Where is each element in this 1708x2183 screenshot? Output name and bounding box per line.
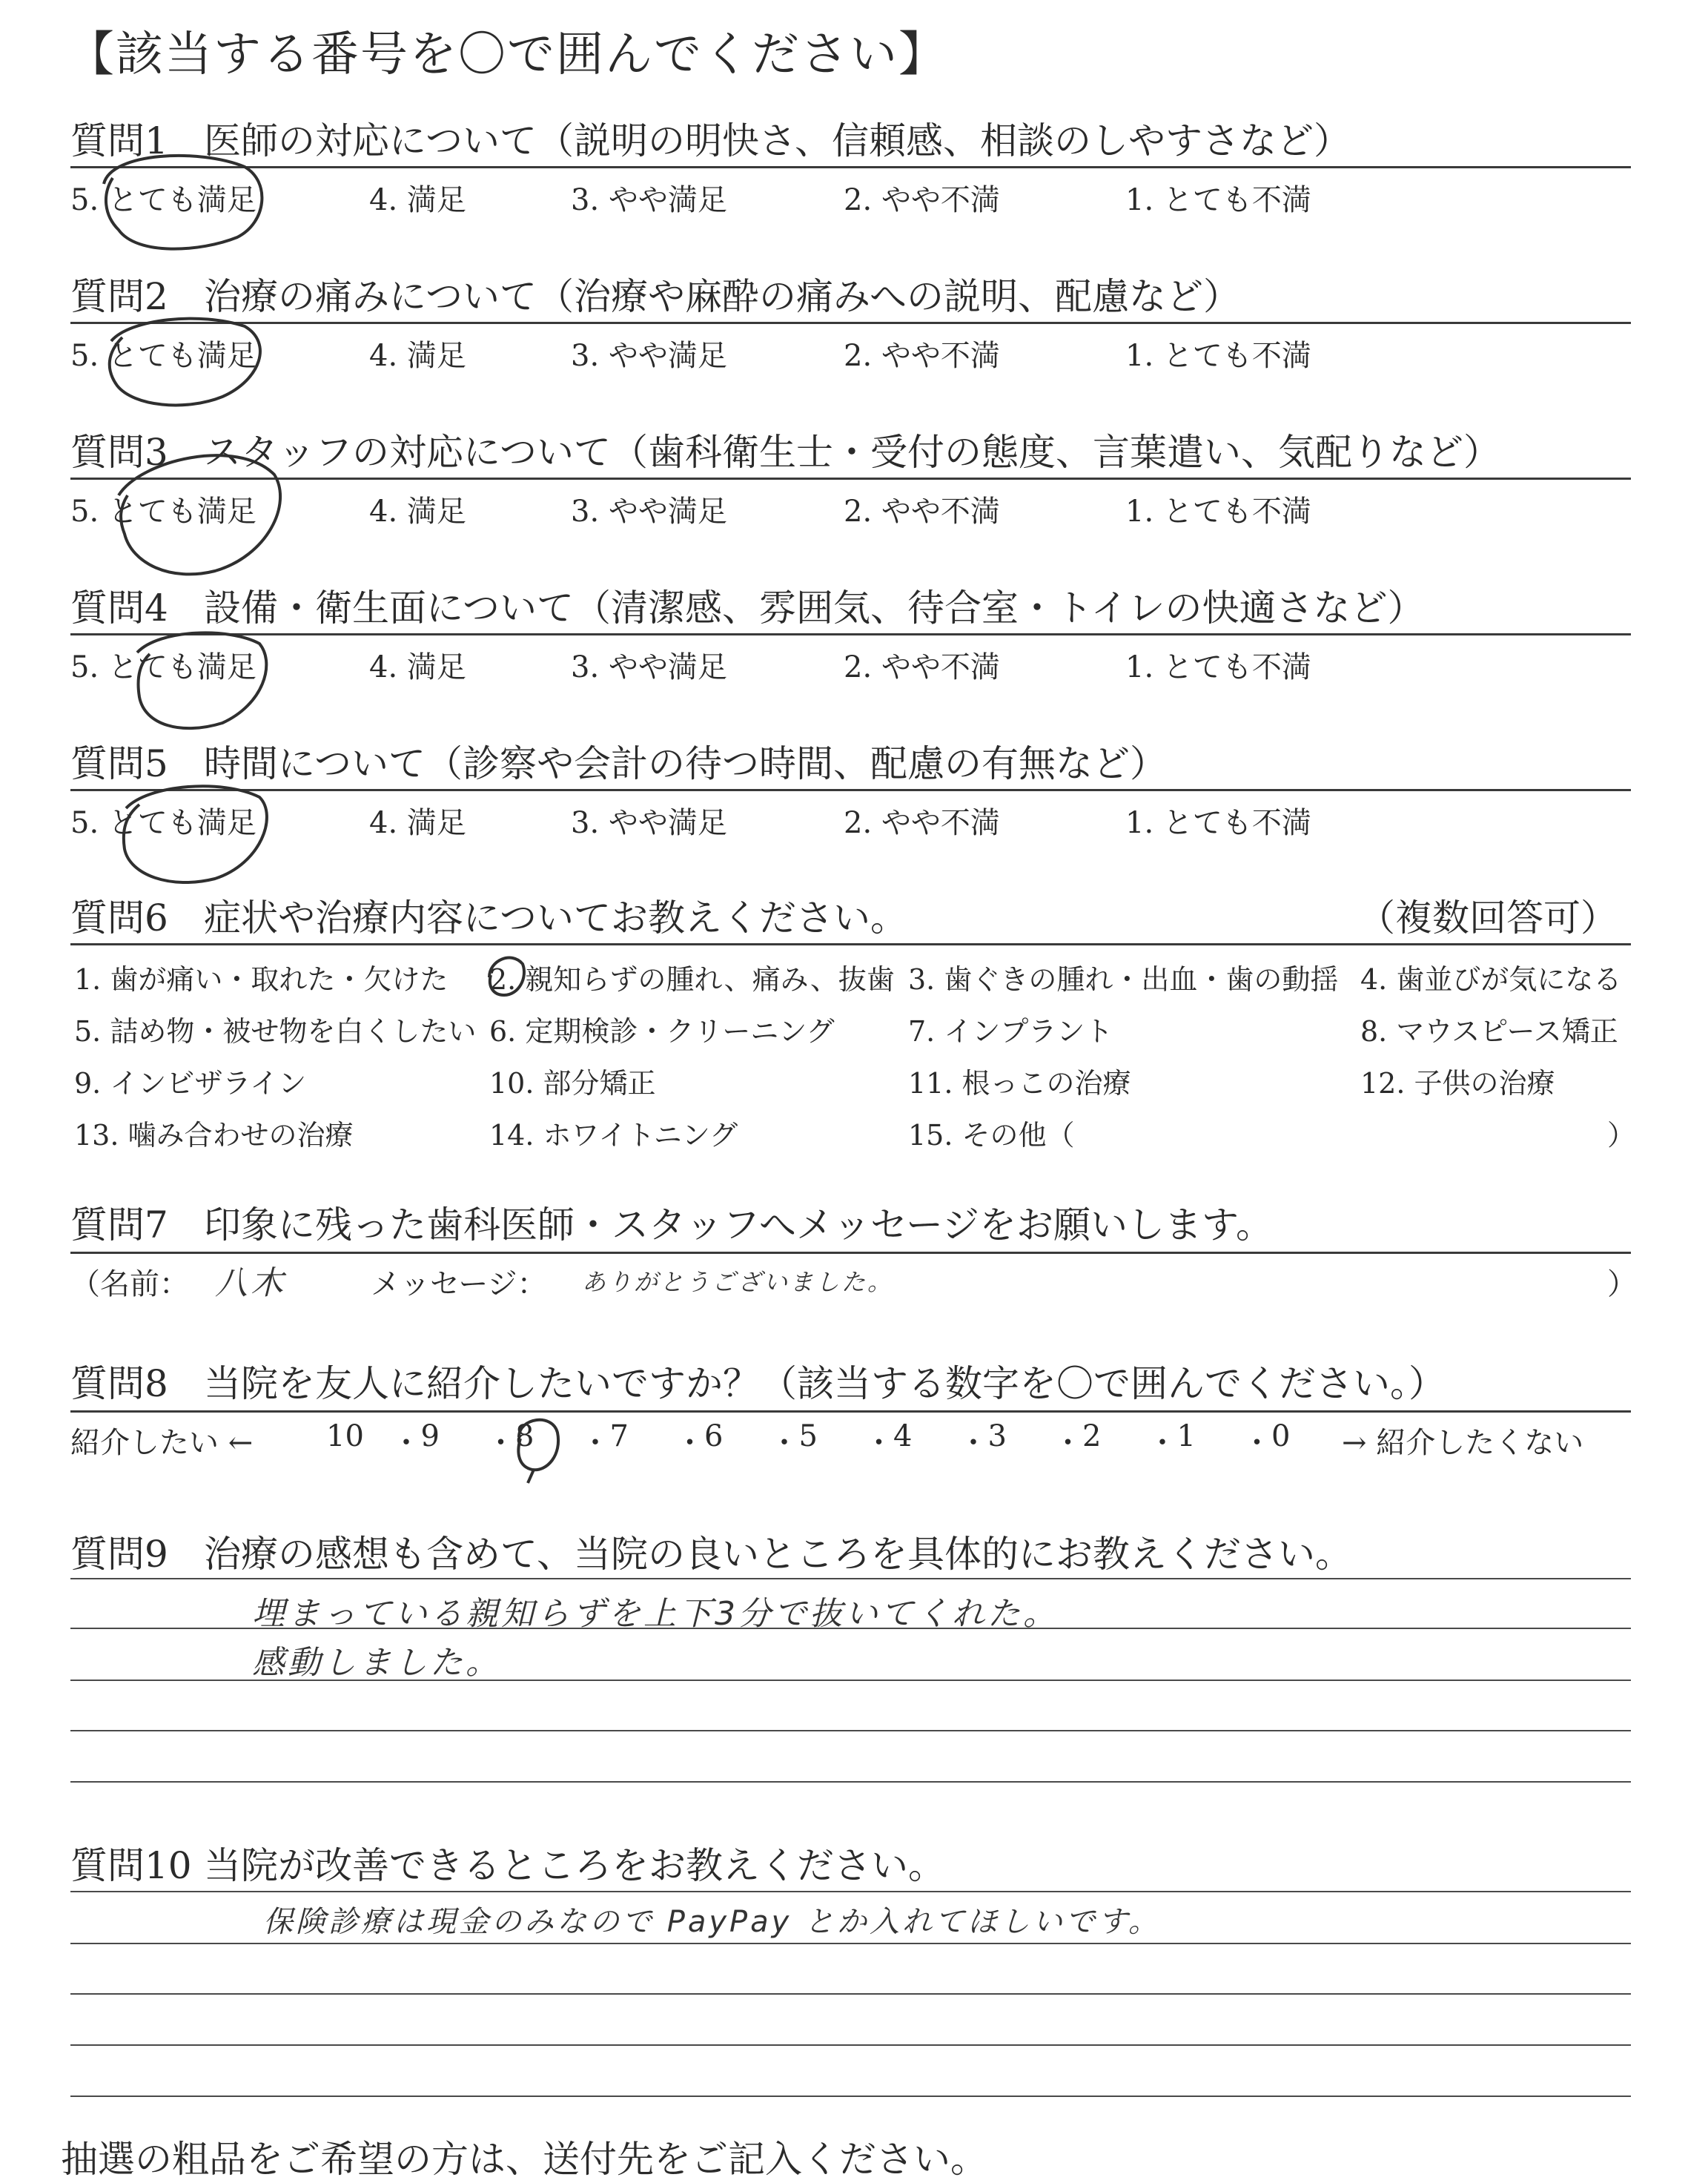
q8-scale-7[interactable]: 7: [609, 1419, 629, 1453]
q5-option-3[interactable]: 3. やや満足: [571, 806, 727, 840]
q8-number: 質問8: [70, 1362, 168, 1405]
q2-heading: [70, 267, 1240, 320]
q6-rule: [70, 943, 1631, 945]
q9-answer-line1[interactable]: 埋まっている親知らずを上下3分で抜いてくれた。: [252, 1595, 1059, 1633]
q4-option-4[interactable]: 4. 満足: [369, 650, 466, 684]
q6-option-2[interactable]: 2. 親知らずの腫れ、痛み、抜歯: [489, 963, 895, 996]
q8-scale-separator: ・: [1148, 1426, 1177, 1460]
q6-option-8[interactable]: 8. マウスピース矯正: [1360, 1015, 1618, 1048]
q8-left-label: 紹介したい ←: [70, 1426, 254, 1460]
q8-scale-separator: ・: [769, 1426, 799, 1460]
q1-option-5[interactable]: 5. とても満足: [70, 183, 256, 217]
q3-option-5[interactable]: 5. とても満足: [70, 495, 256, 529]
q8-scale-9[interactable]: 9: [420, 1419, 440, 1453]
q5-number: 質問5: [70, 742, 168, 785]
q8-scale-separator: ・: [1242, 1426, 1272, 1460]
q2-option-4[interactable]: 4. 満足: [369, 339, 466, 373]
q1-option-2[interactable]: 2. やや不満: [844, 183, 1000, 217]
q2-rule: [70, 322, 1631, 324]
q4-heading: [70, 578, 1425, 632]
q10-line: [70, 1993, 1631, 1995]
q3-option-4[interactable]: 4. 満足: [369, 495, 466, 529]
q8-scale-2[interactable]: 2: [1082, 1419, 1102, 1453]
q6-option-1[interactable]: 1. 歯が痛い・取れた・欠けた: [74, 963, 448, 996]
q10-line: [70, 2044, 1631, 2046]
q3-option-3[interactable]: 3. やや満足: [571, 495, 727, 529]
q9-answer-line2[interactable]: 感動しました。: [252, 1644, 501, 1682]
q4-rule: [70, 633, 1631, 635]
q5-text: 時間について（診察や会計の待つ時間、配慮の有無など）: [204, 742, 1167, 785]
q6-option-11[interactable]: 11. 根っこの治療: [908, 1067, 1131, 1100]
q5-rule: [70, 789, 1631, 791]
q8-text: 当院を友人に紹介したいですか？（該当する数字を〇で囲んでください。）: [204, 1362, 1446, 1405]
q2-option-2[interactable]: 2. やや不満: [844, 339, 1000, 373]
q5-heading: [70, 734, 1167, 787]
q4-text: 設備・衛生面について（清潔感、雰囲気、待合室・トイレの快適さなど）: [204, 587, 1425, 630]
q6-number: 質問6: [70, 896, 168, 939]
q6-text: 症状や治療内容についてお教えください。: [204, 896, 907, 939]
q10-line: [70, 2096, 1631, 2097]
form-title: 【該当する番号を〇で囲んでください】: [67, 27, 947, 82]
q7-number: 質問7: [70, 1203, 168, 1246]
q1-text: 医師の対応について（説明の明快さ、信頼感、相談のしやすさなど）: [204, 119, 1351, 162]
q2-option-5[interactable]: 5. とても満足: [70, 339, 256, 373]
q3-heading: [70, 423, 1500, 476]
q3-number: 質問3: [70, 431, 168, 474]
q10-number: 質問10: [70, 1844, 192, 1887]
q7-heading: [70, 1195, 1273, 1249]
q1-option-3[interactable]: 3. やや満足: [571, 183, 727, 217]
q6-option-15[interactable]: 15. その他（: [908, 1119, 1075, 1152]
q3-option-1[interactable]: 1. とても不満: [1125, 495, 1311, 529]
q1-option-4[interactable]: 4. 満足: [369, 183, 466, 217]
q8-scale-5[interactable]: 5: [798, 1419, 818, 1453]
q7-rule: [70, 1252, 1631, 1254]
q9-text: 治療の感想も含めて、当院の良いところを具体的にお教えください。: [204, 1533, 1352, 1576]
q6-option-14[interactable]: 14. ホワイトニング: [489, 1119, 738, 1152]
q4-option-2[interactable]: 2. やや不満: [844, 650, 1000, 684]
q4-option-5[interactable]: 5. とても満足: [70, 650, 256, 684]
q8-rule: [70, 1410, 1631, 1413]
q10-heading: [70, 1836, 945, 1889]
q8-scale-6[interactable]: 6: [704, 1419, 724, 1453]
q2-text: 治療の痛みについて（治療や麻酔の痛みへの説明、配慮など）: [204, 275, 1240, 318]
q6-option-6[interactable]: 6. 定期検診・クリーニング: [489, 1015, 835, 1048]
q2-option-3[interactable]: 3. やや満足: [571, 339, 727, 373]
q8-scale-1[interactable]: 1: [1176, 1419, 1196, 1453]
q6-option-3[interactable]: 3. 歯ぐきの腫れ・出血・歯の動揺: [908, 963, 1339, 996]
q6-option-9[interactable]: 9. インビザライン: [74, 1067, 307, 1100]
q2-option-1[interactable]: 1. とても不満: [1125, 339, 1311, 373]
q6-other-close: ）: [1607, 1119, 1636, 1152]
q8-scale-separator: ・: [675, 1426, 705, 1460]
q9-heading: [70, 1525, 1352, 1578]
q8-scale-0[interactable]: 0: [1271, 1419, 1291, 1453]
q9-line: [70, 1578, 1631, 1579]
q8-scale-separator: ・: [486, 1426, 516, 1460]
q4-option-1[interactable]: 1. とても不満: [1125, 650, 1311, 684]
q8-scale-separator: ・: [580, 1426, 610, 1460]
q8-heading: [70, 1354, 1446, 1407]
q10-text: 当院が改善できるところをお教えください。: [204, 1844, 945, 1887]
q9-line: [70, 1781, 1631, 1783]
q8-right-label: → 紹介したくない: [1342, 1426, 1584, 1460]
q1-number: 質問1: [70, 119, 168, 162]
q6-note: （複数回答可）: [1358, 896, 1618, 939]
q7-message-value[interactable]: ありがとうございました。: [582, 1268, 894, 1296]
q10-line: [70, 1943, 1631, 1944]
q9-line: [70, 1730, 1631, 1731]
q8-scale-8[interactable]: 8: [515, 1419, 534, 1453]
q2-number: 質問2: [70, 275, 168, 318]
q7-name-value[interactable]: 八木: [215, 1264, 286, 1302]
q5-option-1[interactable]: 1. とても不満: [1125, 806, 1311, 840]
q7-close: ）: [1607, 1267, 1637, 1301]
q4-option-3[interactable]: 3. やや満足: [571, 650, 727, 684]
q10-answer-line1[interactable]: 保険診療は現金のみなので PayPay とか入れてほしいです。: [263, 1905, 1161, 1939]
q6-option-13[interactable]: 13. 噛み合わせの治療: [74, 1119, 354, 1152]
q1-rule: [70, 166, 1631, 168]
q9-number: 質問9: [70, 1533, 168, 1576]
q1-option-1[interactable]: 1. とても不満: [1125, 183, 1311, 217]
q7-name-label: （名前：: [70, 1267, 189, 1301]
footer-text: 抽選の粗品をご希望の方は、送付先をご記入ください。: [61, 2138, 987, 2181]
q6-option-5[interactable]: 5. 詰め物・被せ物を白くしたい: [74, 1015, 477, 1048]
q8-scale-10[interactable]: 10: [326, 1419, 364, 1453]
q1-heading: [70, 111, 1351, 165]
q3-text: スタッフの対応について（歯科衛生士・受付の態度、言葉遣い、気配りなど）: [204, 431, 1500, 474]
q6-option-4[interactable]: 4. 歯並びが気になる: [1360, 963, 1622, 996]
q7-message-label: メッセージ：: [371, 1267, 547, 1301]
q4-number: 質問4: [70, 587, 168, 630]
q5-option-4[interactable]: 4. 満足: [369, 806, 466, 840]
q5-option-2[interactable]: 2. やや不満: [844, 806, 1000, 840]
q6-option-7[interactable]: 7. インプラント: [908, 1015, 1113, 1048]
q3-option-2[interactable]: 2. やや不満: [844, 495, 1000, 529]
q6-heading: [70, 888, 907, 942]
q5-option-5[interactable]: 5. とても満足: [70, 806, 256, 840]
q8-scale-separator: ・: [391, 1426, 421, 1460]
q6-option-12[interactable]: 12. 子供の治療: [1360, 1067, 1555, 1100]
q7-text: 印象に残った歯科医師・スタッフへメッセージをお願いします。: [204, 1203, 1273, 1246]
q8-scale-3[interactable]: 3: [987, 1419, 1007, 1453]
q8-scale-separator: ・: [1053, 1426, 1083, 1460]
q8-scale-4[interactable]: 4: [893, 1419, 913, 1453]
q8-scale-separator: ・: [864, 1426, 894, 1460]
q10-line: [70, 1891, 1631, 1892]
q6-option-10[interactable]: 10. 部分矯正: [489, 1067, 656, 1100]
q3-rule: [70, 478, 1631, 480]
q8-scale-separator: ・: [959, 1426, 988, 1460]
